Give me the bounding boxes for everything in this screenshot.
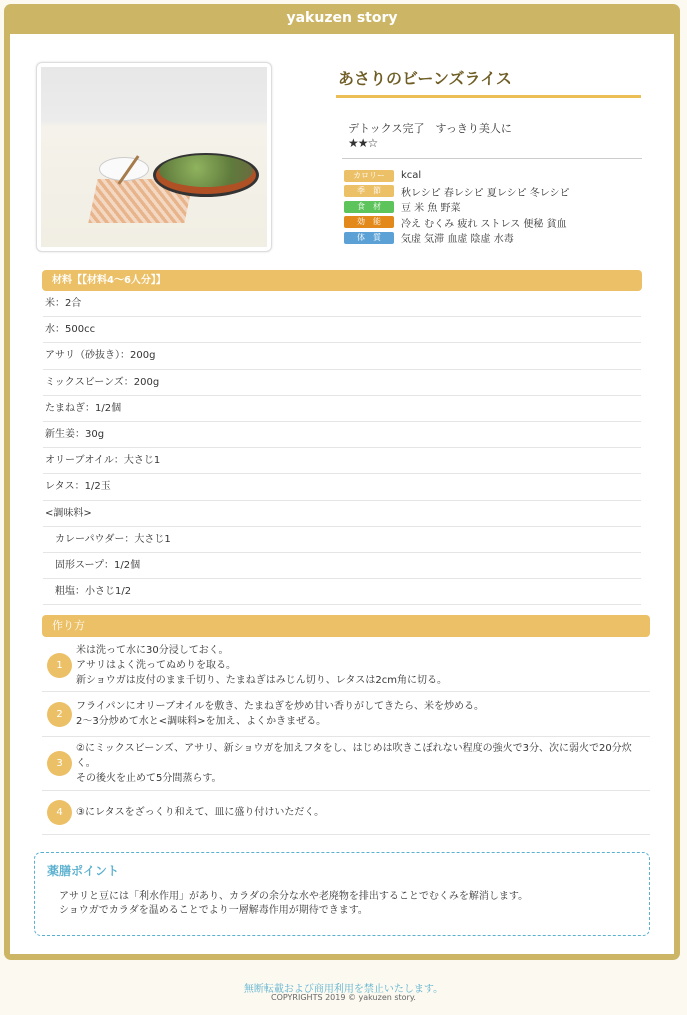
step-text [76,699,484,729]
step-text [76,805,324,820]
divider [342,158,642,159]
property-season [344,184,570,199]
property-constitution [344,230,570,245]
point-text [47,890,637,918]
step-item [42,737,650,791]
point-line: ショウガでカラダを温めることでより一層解毒作用が期待できます。 [59,905,368,916]
ingredients-list [43,291,641,605]
ingredient-row: レタス：1/2玉 [43,474,641,500]
property-ingredients [344,199,570,214]
property-tag: カロリー [344,170,394,182]
step-line: その後火を止めて5分間蒸らす。 [76,773,222,784]
point-title: 薬膳ポイント [47,864,120,878]
ingredient-row: オリーブオイル：大さじ1 [43,448,641,474]
property-tag: 効 能 [344,216,394,228]
step-line: アサリはよく洗ってぬめりを取る。 [76,660,236,671]
ingredients-header: 材料【【材料4〜6人分】】 [42,270,642,291]
recipe-properties [344,168,570,246]
ingredient-row: 粗塩：小さじ1/2 [43,579,641,605]
step-line: 新ショウガは皮付のまま千切り、たまねぎはみじん切り、レタスは2cm角に切る。 [76,675,448,686]
property-value[interactable]: 秋レシピ 春レシピ 夏レシピ 冬レシピ [401,187,570,199]
step-number: 2 [47,702,72,727]
point-line: アサリと豆には「利水作用」があり、カラダの余分な水や老廃物を排出することでむくみを解消します。 [59,891,529,902]
dish-image [41,67,267,247]
step-number: 3 [47,751,72,776]
property-tag: 食 材 [344,201,394,213]
recipe-photo [36,62,272,252]
step-line: フライパンにオリーブオイルを敷き、たまねぎを炒め甘い香りがしてきたら、米を炒める。 [76,701,484,712]
footer-copyright: COPYRIGHTS 2019 © yakuzen story. [271,993,416,1002]
recipe-card [10,34,674,954]
property-value[interactable]: 気虚 気滞 血虚 陰虚 水毒 [401,234,514,245]
step-line: ③にレタスをざっくり和えて、皿に盛り付けいただく。 [76,807,325,818]
step-line: 2〜3分炒めて水と<調味料>を加え、よくかきまぜる。 [76,716,327,727]
steps-header: 作り方 [42,615,650,637]
ingredient-row: 米：2合 [43,291,641,317]
ingredient-group-heading: <調味料> [43,501,641,527]
property-value: kcal [401,170,422,181]
ingredient-row: 固形スープ：1/2個 [43,553,641,579]
site-header[interactable]: yakuzen story [286,10,398,26]
recipe-catchphrase: デトックス完了 すっきり美人に [348,122,512,135]
step-number: 4 [47,800,72,825]
food-shape [159,155,253,187]
title-underline [336,95,641,98]
step-item [42,640,650,692]
step-item [42,791,650,835]
yakuzen-point-box [34,852,650,936]
ingredient-row: 新生姜：30g [43,422,641,448]
ingredient-row: ミックスビーンズ：200g [43,370,641,396]
page-frame [4,4,680,960]
difficulty-stars: ★★☆ [348,136,378,150]
step-line: 米は洗って水に30分浸しておく。 [76,645,229,656]
property-value[interactable]: 豆 米 魚 野菜 [401,203,461,214]
ingredient-row: たまねぎ：1/2個 [43,396,641,422]
property-tag: 季 節 [344,185,394,197]
step-line: ②にミックスビーンズ、アサリ、新ショウガを加えフタをし、はじめは吹きこぼれない程度の強火で3分、次に弱火で20分炊 [76,743,632,754]
ingredient-row: 水：500cc [43,317,641,343]
property-effects [344,215,570,230]
step-text [76,741,632,786]
property-tag: 体 質 [344,232,394,244]
footer-notice: 無断転載および商用利用を禁止いたします。 [243,984,444,995]
property-calorie [344,168,570,183]
step-number: 1 [47,653,72,678]
step-text [76,643,447,688]
step-item [42,692,650,737]
property-value[interactable]: 冷え むくみ 疲れ ストレス 便秘 貧血 [401,218,567,230]
steps-list [42,640,650,835]
recipe-title: あさりのビーンズライス [338,69,512,88]
step-line: く。 [76,758,96,769]
ingredient-row: カレーパウダー：大さじ1 [43,527,641,553]
ingredient-row: アサリ（砂抜き）：200g [43,343,641,369]
